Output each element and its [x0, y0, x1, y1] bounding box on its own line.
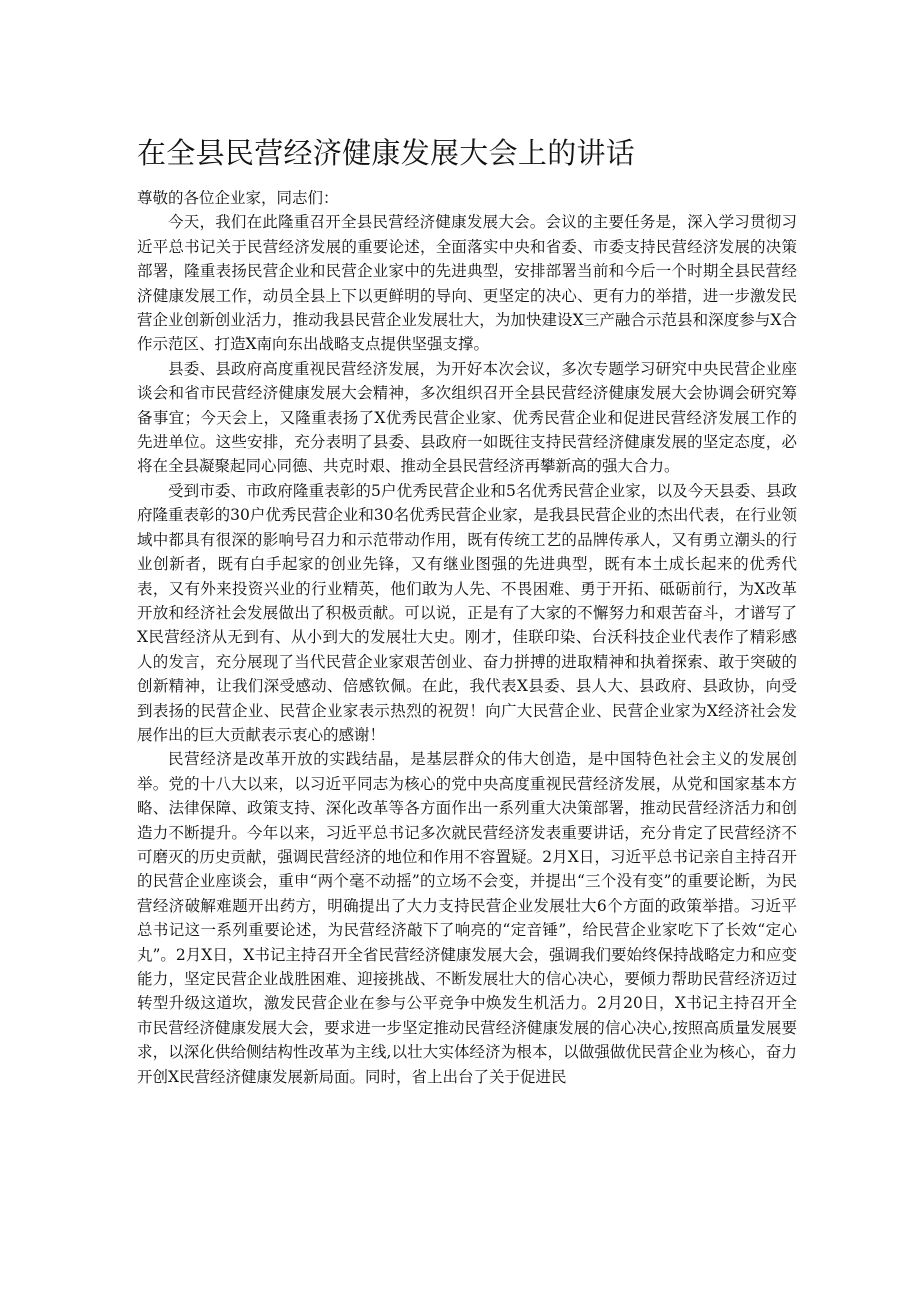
- document-title: 在全县民营经济健康发展大会上的讲话: [137, 136, 636, 170]
- paragraph: 县委、县政府高度重视民营经济发展，为开好本次会议，多次专题学习研究中央民营企业座谈会和省市民营经济健康发展大会精神，多次组织召开全县民营经济健康发展大会协调会研究筹备事宜；今天会上，又隆重表扬了X优秀民营企业家、优秀民营企业和促进民营经济发展工作的先进单位。这些安排，充分表明了县委、县政府一如既往支持民营经济健康发展的坚定态度，必将在全县凝聚起同心同德、共克时艰、推动全县民营经济再攀新高的强大合力。: [137, 359, 797, 476]
- document-page: [137, 128, 797, 1089]
- paragraph: 民营经济是改革开放的实践结晶，是基层群众的伟大创造，是中国特色社会主义的发展创举。党的十八大以来，以习近平同志为核心的党中央高度重视民营经济发展，从党和国家基本方略、法律保障、政策支持、深化改革等各方面作出一系列重大决策部署，推动民营经济活力和创造力不断提升。今年以来，习近平总书记多次就民营经济发表重要讲话，充分肯定了民营经济不可磨灭的历史贡献，强调民营经济的地位和作用不容置疑。2月X日，习近平总书记亲自主持召开的民营企业座谈会，重申“两个毫不动摇”的立场不会变，并提出“三个没有变”的重要论断，为民营经济破解难题开出药方，明确提出了大力支持民营企业发展壮大6个方面的政策举措。习近平总书记这一系列重要论述，为民营经济敲下了响亮的“定音锤”，给民营企业家吃下了长效“定心丸”。2月X日，X书记主持召开全省民营经济健康发展大会，强调我们要始终保持战略定力和应变能力，坚定民营企业战胜困难、迎接挑战、不断发展壮大的信心决心，要倾力帮助民营经济迈过转型升级这道坎，激发民营企业在参与公平竞争中焕发生机活力。2月20日，X书记主持召开全市民营经济健康发展大会，要求进一步坚定推动民营经济健康发展的信心决心,按照高质量发展要求，以深化供给侧结构性改革为主线,以壮大实体经济为根本，以做强做优民营企业为核心，奋力开创X民营经济健康发展新局面。同时，省上出台了关于促进民: [137, 750, 797, 1086]
- paragraph: 受到市委、市政府隆重表彰的5户优秀民营企业和5名优秀民营企业家，以及今天县委、县政府隆重表彰的30户优秀民营企业和30名优秀民营企业家，是我县民营企业的杰出代表，在行业领域中都具有很深的影响号召力和示范带动作用，既有传统工艺的品牌传承人，又有勇立潮头的行业创新者，既有白手起家的创业先锋，又有继业图强的先进典型，既有本土成长起来的优秀代表，又有外来投资兴业的行业精英，他们敢为人先、不畏困难、勇于开拓、砥砺前行，为X改革开放和经济社会发展做出了积极贡献。可以说，正是有了大家的不懈努力和艰苦奋斗，才谱写了X民营经济从无到有、从小到大的发展壮大史。刚才，佳联印染、台沃科技企业代表作了精彩感人的发言，充分展现了当代民营企业家艰苦创业、奋力拼搏的进取精神和执着探索、敢于突破的创新精神，让我们深受感动、倍感钦佩。在此，我代表X县委、县人大、县政府、县政协，向受到表扬的民营企业、民营企业家表示热烈的祝贺！向广大民营企业、民营企业家为X经济社会发展作出的巨大贡献表示衷心的感谢！: [137, 481, 797, 744]
- salutation: 尊敬的各位企业家，同志们：: [137, 189, 339, 207]
- paragraph: 今天，我们在此隆重召开全县民营经济健康发展大会。会议的主要任务是，深入学习贯彻习近平总书记关于民营经济发展的重要论述，全面落实中央和省委、市委支持民营经济发展的决策部署，隆重表扬民营企业和民营企业家中的先进典型，安排部署当前和今后一个时期全县民营经济健康发展工作，动员全县上下以更鲜明的导向、更坚定的决心、更有力的举措，进一步激发民营企业创新创业活力，推动我县民营企业发展壮大，为加快建设X三产融合示范县和深度参与X合作示范区、打造X南向东出战略支点提供坚强支撑。: [137, 213, 797, 354]
